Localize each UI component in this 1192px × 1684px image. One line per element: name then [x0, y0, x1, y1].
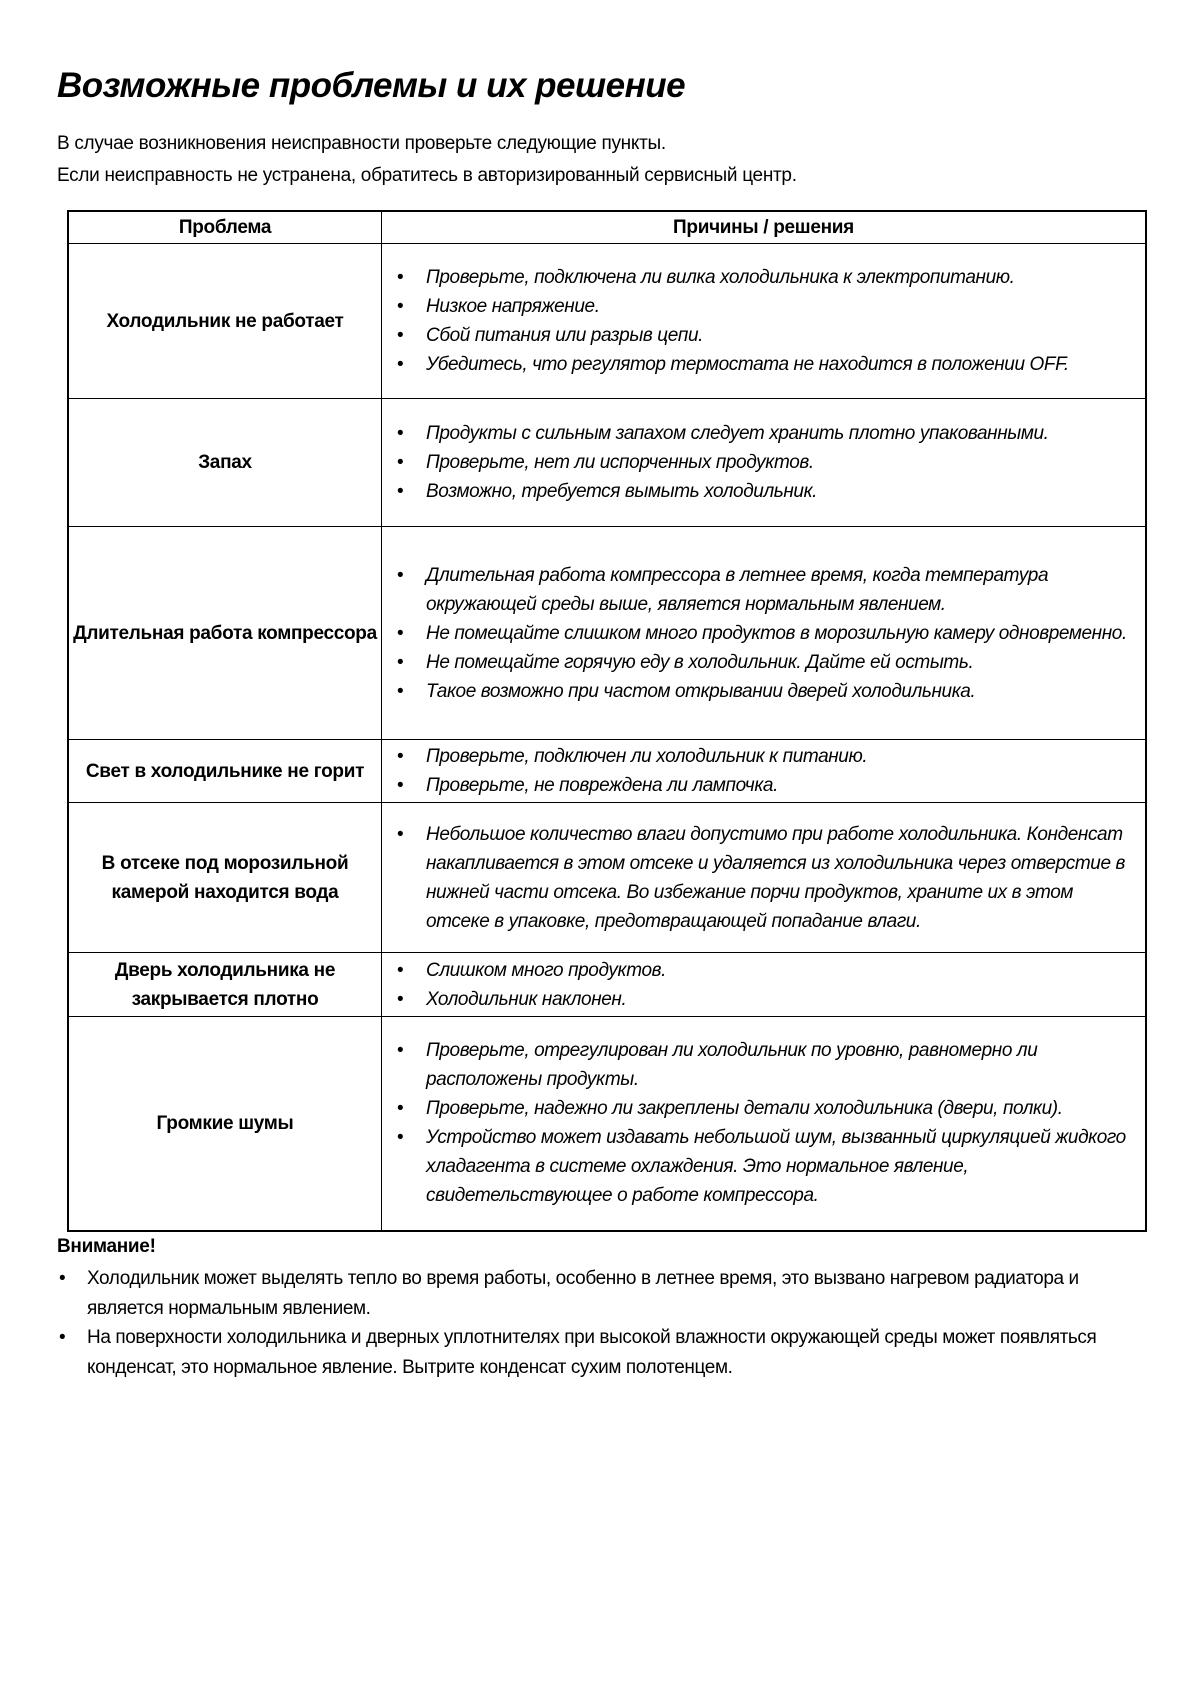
bullet-icon: •	[397, 622, 404, 644]
bullet-icon: •	[397, 651, 404, 673]
bullet-icon: •	[397, 746, 404, 767]
solution-item: • Возможно, требуется вымыть холодильник.	[382, 477, 1139, 506]
solutions-cell	[382, 244, 1147, 399]
bullet-icon: •	[397, 423, 404, 444]
bullet-icon: •	[397, 775, 404, 796]
problem-cell: Громкие шумы	[68, 1017, 382, 1231]
table-row	[68, 244, 1146, 399]
attention-item: • Холодильник может выделять тепло во время работы, особенно в летнее время, это вызвано нагревом радиатора и является нормальным явлением.	[57, 1264, 1147, 1323]
header-problem: Проблема	[68, 211, 382, 244]
solutions-cell	[382, 399, 1147, 527]
bullet-icon: •	[397, 325, 404, 346]
header-solutions: Причины / решения	[382, 211, 1147, 244]
problem-cell: Длительная работа компрессора	[68, 527, 382, 740]
problem-cell: В отсеке под морозильной камерой находится вода	[68, 803, 382, 953]
solutions-cell	[382, 953, 1147, 1017]
table-row	[68, 803, 1146, 953]
bullet-icon: •	[397, 564, 404, 586]
bullet-icon: •	[397, 452, 404, 473]
attention-item: • На поверхности холодильника и дверных уплотнителях при высокой влажности окружающей среды может появляться конденсат, это нормальное явление. Вытрите конденсат сухим полотенцем.	[57, 1323, 1147, 1382]
solution-item: • Длительная работа компрессора в летнее время, когда температура окружающей среды выше, является нормальным явлением.	[382, 561, 1139, 619]
problem-cell: Холодильник не работает	[68, 244, 382, 399]
bullet-icon: •	[397, 1098, 404, 1120]
page-title: Возможные проблемы и их решение	[57, 66, 686, 105]
solutions-cell	[382, 527, 1147, 740]
bullet-icon: •	[397, 267, 404, 288]
solution-item: • Небольшое количество влаги допустимо при работе холодильника. Конденсат накапливается в этом отсеке и удаляется из холодильника через отверстие в нижней части отсека. Во избежание порчи продуктов, храните их в этом отсеке в упаковке, предотвращающей попадание влаги.	[382, 820, 1139, 936]
bullet-icon: •	[397, 988, 404, 1010]
table-row	[68, 399, 1146, 527]
bullet-icon: •	[59, 1327, 66, 1348]
solution-item: • Слишком много продуктов.	[382, 956, 1139, 985]
solution-item: • Проверьте, нет ли испорченных продуктов.	[382, 448, 1139, 477]
bullet-icon: •	[397, 823, 404, 845]
solution-item: • Проверьте, отрегулирован ли холодильник по уровню, равномерно ли расположены продукты.	[382, 1036, 1139, 1094]
table-row	[68, 953, 1146, 1017]
table-row	[68, 1017, 1146, 1231]
intro-line-2: Если неисправность не устранена, обратитесь в авторизированный сервисный центр.	[57, 165, 797, 186]
bullet-icon: •	[397, 354, 404, 375]
problem-cell: Дверь холодильника не закрывается плотно	[68, 953, 382, 1017]
solution-item: • Устройство может издавать небольшой шум, вызванный циркуляцией жидкого хладагента в системе охлаждения. Это нормальное явление, свидетельствующее о работе компрессора.	[382, 1123, 1139, 1210]
solution-item: • Проверьте, не повреждена ли лампочка.	[382, 771, 1139, 800]
bullet-icon: •	[397, 481, 404, 502]
solution-item: • Не помещайте слишком много продуктов в морозильную камеру одновременно.	[382, 619, 1139, 648]
solutions-cell	[382, 1017, 1147, 1231]
solution-item: • Продукты с сильным запахом следует хранить плотно упакованными.	[382, 419, 1139, 448]
attention-list	[57, 1264, 1147, 1382]
table-row	[68, 740, 1146, 803]
attention-heading: Внимание!	[57, 1236, 156, 1257]
bullet-icon: •	[397, 680, 404, 702]
solution-item: • Проверьте, подключен ли холодильник к питанию.	[382, 742, 1139, 771]
solution-item: • Сбой питания или разрыв цепи.	[382, 321, 1139, 350]
table-header-row	[68, 211, 1146, 244]
bullet-icon: •	[397, 1127, 404, 1149]
problem-cell: Запах	[68, 399, 382, 527]
solution-item: • Такое возможно при частом открывании дверей холодильника.	[382, 677, 1139, 706]
solutions-cell	[382, 740, 1147, 803]
bullet-icon: •	[59, 1268, 66, 1289]
solutions-cell	[382, 803, 1147, 953]
intro-line-1: В случае возникновения неисправности проверьте следующие пункты.	[57, 133, 666, 154]
troubleshooting-table	[67, 210, 1147, 1232]
solution-item: • Убедитесь, что регулятор термостата не находится в положении OFF.	[382, 350, 1139, 379]
table-row	[68, 527, 1146, 740]
bullet-icon: •	[397, 959, 404, 981]
solution-item: • Проверьте, подключена ли вилка холодильника к электропитанию.	[382, 263, 1139, 292]
solution-item: • Низкое напряжение.	[382, 292, 1139, 321]
solution-item: • Проверьте, надежно ли закреплены детали холодильника (двери, полки).	[382, 1094, 1139, 1123]
bullet-icon: •	[397, 1040, 404, 1062]
solution-item: • Не помещайте горячую еду в холодильник. Дайте ей остыть.	[382, 648, 1139, 677]
bullet-icon: •	[397, 296, 404, 317]
problem-cell: Свет в холодильнике не горит	[68, 740, 382, 803]
solution-item: • Холодильник наклонен.	[382, 985, 1139, 1014]
